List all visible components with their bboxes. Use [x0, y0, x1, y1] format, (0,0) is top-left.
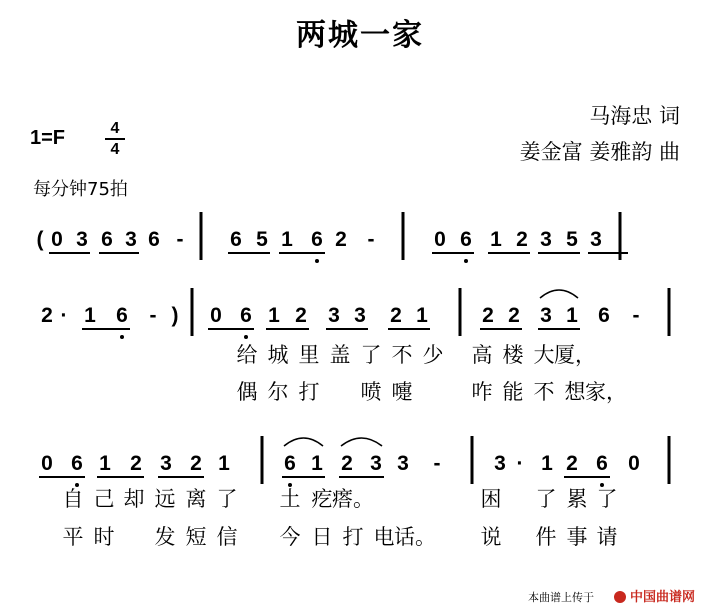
lyric-char: 高 [471, 343, 493, 367]
octave-dot [120, 335, 124, 339]
note: 6 [116, 304, 128, 327]
lyric-char: 短 [185, 525, 207, 549]
note: 6 [71, 452, 83, 475]
note: · [60, 304, 68, 327]
note: 2 [508, 304, 520, 327]
note: 3 [328, 304, 340, 327]
note: 6 [284, 452, 296, 475]
note: 2 [335, 228, 347, 251]
note: 3 [160, 452, 172, 475]
lyric-char: 平 [62, 525, 84, 549]
note: 6 [311, 228, 323, 251]
note: 2 [390, 304, 402, 327]
lyric-char: 咋 [471, 380, 493, 404]
note: 3 [370, 452, 382, 475]
note: 6 [148, 228, 160, 251]
lyric-char: 能 [502, 380, 524, 404]
lyric-char: 累 [566, 487, 588, 511]
note: 1 [311, 452, 323, 475]
note: 1 [84, 304, 96, 327]
time-signature-top: 4 [110, 120, 120, 137]
note: 1 [416, 304, 428, 327]
lyric-char: 不 [391, 343, 413, 367]
lyric-char: 土 [279, 487, 301, 511]
lyric-char: 发 [154, 525, 176, 549]
octave-dot [244, 335, 248, 339]
lyric-char: 却 [123, 487, 145, 511]
note: 1 [99, 452, 111, 475]
note: - [367, 228, 375, 251]
note: 6 [598, 304, 610, 327]
lyric-char: 自 [62, 487, 84, 511]
note: 6 [460, 228, 472, 251]
lyric-char: 盖 [329, 343, 351, 367]
note: 3 [125, 228, 137, 251]
note: 2 [482, 304, 494, 327]
footer-upload-text: 本曲谱上传于 [528, 591, 594, 604]
note: 1 [268, 304, 280, 327]
lyric-char: 了 [216, 487, 238, 511]
lyric-char: 离 [185, 487, 207, 511]
note: 1 [281, 228, 293, 251]
note: 6 [240, 304, 252, 327]
slur [341, 438, 382, 446]
lyric-char: 城 [267, 343, 289, 367]
note: 2 [130, 452, 142, 475]
lyric-char: 件 [535, 525, 557, 549]
note: - [176, 228, 184, 251]
lyric-char: 电 [373, 525, 395, 549]
lyric-char: 瘩。 [332, 487, 374, 511]
note: 3 [540, 304, 552, 327]
note: 2 [516, 228, 528, 251]
note: 3 [540, 228, 552, 251]
lyric-char: 了 [596, 487, 618, 511]
lyric-char: 说 [480, 525, 502, 549]
lyric-char: 疙 [311, 487, 333, 511]
lyric-char: 请 [596, 525, 618, 549]
composer-credit: 姜金富 姜雅韵 曲 [519, 140, 680, 164]
lyric-char: 里 [298, 343, 320, 367]
lyric-char: 信 [216, 525, 238, 549]
note: 3 [354, 304, 366, 327]
lyricist-credit: 马海忠 词 [589, 104, 680, 128]
note: 6 [230, 228, 242, 251]
lyric-char: 远 [154, 487, 176, 511]
lyric-char: 想 [564, 380, 586, 404]
note: 0 [51, 228, 63, 251]
note: 0 [628, 452, 640, 475]
note: 1 [218, 452, 230, 475]
note: 2 [295, 304, 307, 327]
key-signature: 1=F [30, 127, 66, 149]
lyric-char: 偶 [236, 380, 258, 404]
lyric-char: 家， [585, 380, 627, 404]
note: 1 [541, 452, 553, 475]
note: 6 [596, 452, 608, 475]
note: 5 [256, 228, 268, 251]
tempo-marking: 每分钟75拍 [33, 179, 128, 200]
note: 1 [490, 228, 502, 251]
note: 2 [41, 304, 53, 327]
note: 2 [190, 452, 202, 475]
note: 0 [41, 452, 53, 475]
note: - [632, 304, 640, 327]
note: 0 [434, 228, 446, 251]
note: - [433, 452, 441, 475]
lyric-char: 喷 [360, 380, 382, 404]
note: 5 [566, 228, 578, 251]
lyric-char: 嚏 [391, 380, 413, 404]
page-title: 两城一家 [296, 18, 424, 53]
lyric-char: 大 [533, 343, 555, 367]
lyric-char: 今 [279, 525, 301, 549]
slur [284, 438, 323, 446]
note: 3 [590, 228, 602, 251]
footer-logo-text: 中国曲谱网 [630, 590, 696, 605]
lyric-char: 楼 [502, 343, 524, 367]
lyric-char: 日 [311, 525, 333, 549]
lyric-char: 少 [422, 343, 444, 367]
note: - [149, 304, 157, 327]
lyric-char: 困 [480, 487, 502, 511]
lyric-char: 话。 [394, 525, 436, 549]
lyric-char: 不 [533, 380, 555, 404]
lyric-char: 己 [93, 487, 115, 511]
lyric-char: 给 [236, 343, 258, 367]
note: ( [36, 228, 44, 251]
time-signature-bottom: 4 [110, 141, 120, 158]
octave-dot [315, 259, 319, 263]
lyric-char: 打 [298, 380, 320, 404]
note: 2 [341, 452, 353, 475]
lyric-char: 尔 [267, 380, 289, 404]
note: 3 [494, 452, 506, 475]
lyric-char: 事 [566, 525, 588, 549]
note: 3 [76, 228, 88, 251]
note: 2 [566, 452, 578, 475]
lyric-char: 时 [93, 525, 115, 549]
lyric-char: 了 [360, 343, 382, 367]
note: 3 [397, 452, 409, 475]
logo-icon [614, 591, 626, 603]
lyric-char: 打 [342, 525, 364, 549]
octave-dot [464, 259, 468, 263]
note: 0 [210, 304, 222, 327]
note: · [516, 452, 524, 475]
lyric-char: 厦， [554, 343, 596, 367]
note: ) [171, 304, 179, 327]
slur [540, 290, 578, 298]
note: 6 [101, 228, 113, 251]
note: 1 [566, 304, 578, 327]
lyric-char: 了 [535, 487, 557, 511]
